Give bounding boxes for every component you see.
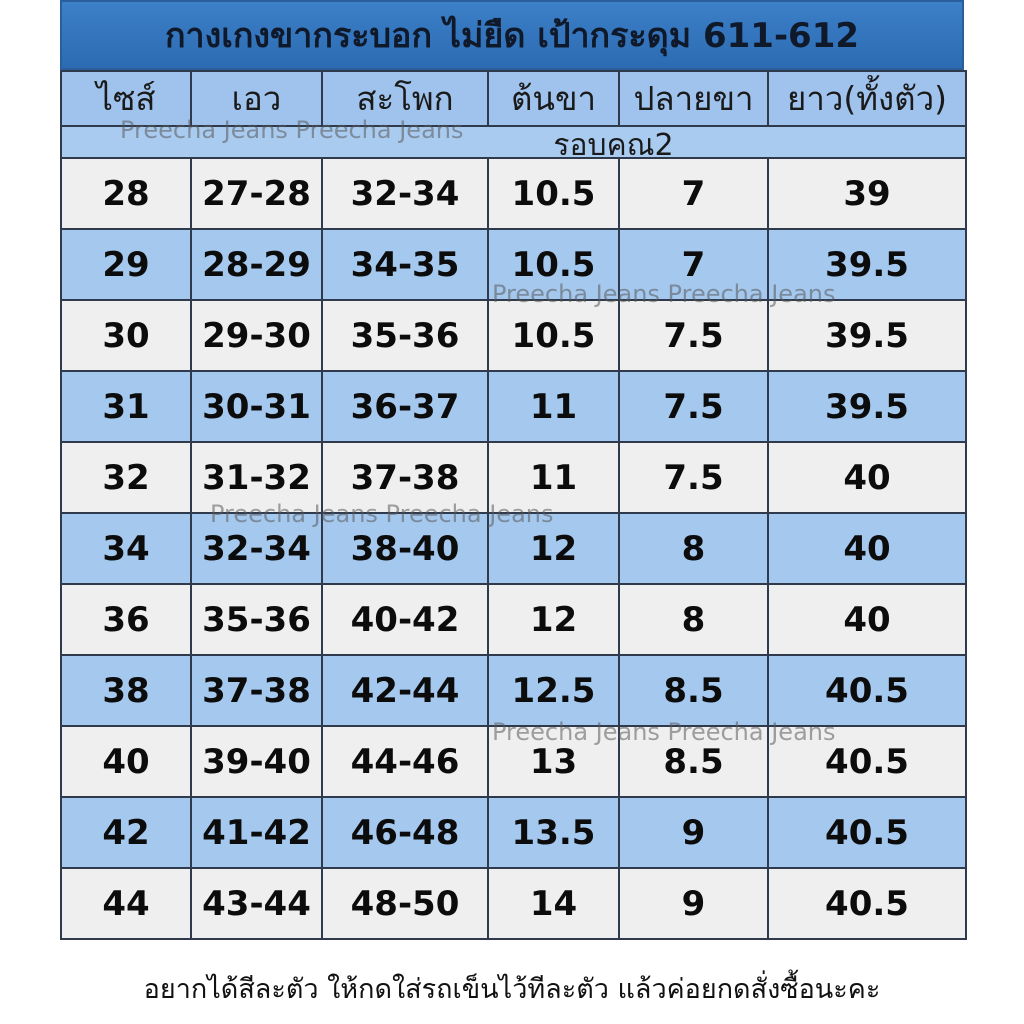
cell-size: 44 <box>61 868 191 939</box>
column-header-length: ยาว(ทั้งตัว) <box>768 71 966 126</box>
cell-length: 40.5 <box>768 797 966 868</box>
cell-waist: 30-31 <box>191 371 322 442</box>
cell-length: 39.5 <box>768 229 966 300</box>
column-header-size: ไซส์ <box>61 71 191 126</box>
column-header-waist: เอว <box>191 71 322 126</box>
watermark-text: Preecha Jeans Preecha Jeans <box>492 718 836 746</box>
cell-leg-opening: 7 <box>619 229 768 300</box>
cell-size: 42 <box>61 797 191 868</box>
cell-hip: 44-46 <box>322 726 488 797</box>
cell-hip: 38-40 <box>322 513 488 584</box>
cell-leg-opening: 7.5 <box>619 371 768 442</box>
cell-hip: 42-44 <box>322 655 488 726</box>
watermark-text: Preecha Jeans Preecha Jeans <box>210 500 554 528</box>
cell-size: 34 <box>61 513 191 584</box>
cell-hip: 32-34 <box>322 158 488 229</box>
chart-title: กางเกงขากระบอก ไม่ยืด เป้ากระดุม 611-612 <box>60 0 964 70</box>
cell-waist: 43-44 <box>191 868 322 939</box>
cell-size: 29 <box>61 229 191 300</box>
cell-waist: 39-40 <box>191 726 322 797</box>
column-header-leg-opening: ปลายขา <box>619 71 768 126</box>
cell-waist: 37-38 <box>191 655 322 726</box>
cell-thigh: 11 <box>488 371 619 442</box>
cell-thigh: 10.5 <box>488 300 619 371</box>
cell-thigh: 13 <box>488 726 619 797</box>
cell-length: 39.5 <box>768 300 966 371</box>
cell-length: 40.5 <box>768 655 966 726</box>
table-row <box>61 868 966 939</box>
cell-thigh: 10.5 <box>488 229 619 300</box>
cell-hip: 46-48 <box>322 797 488 868</box>
cell-size: 40 <box>61 726 191 797</box>
table-row <box>61 442 966 513</box>
cell-waist: 27-28 <box>191 158 322 229</box>
column-header-hip: สะโพก <box>322 71 488 126</box>
watermark-text: Preecha Jeans Preecha Jeans <box>492 280 836 308</box>
cell-hip: 40-42 <box>322 584 488 655</box>
cell-size: 31 <box>61 371 191 442</box>
cell-leg-opening: 8 <box>619 513 768 584</box>
cell-thigh: 14 <box>488 868 619 939</box>
cell-waist: 35-36 <box>191 584 322 655</box>
cell-hip: 35-36 <box>322 300 488 371</box>
table-row <box>61 300 966 371</box>
cell-hip: 37-38 <box>322 442 488 513</box>
cell-length: 40 <box>768 513 966 584</box>
cell-leg-opening: 8 <box>619 584 768 655</box>
table-row <box>61 655 966 726</box>
cell-waist: 29-30 <box>191 300 322 371</box>
cell-leg-opening: 7.5 <box>619 300 768 371</box>
cell-waist: 41-42 <box>191 797 322 868</box>
subheader-row <box>61 126 966 158</box>
subheader-cell <box>61 126 966 158</box>
table-row <box>61 513 966 584</box>
cell-thigh: 12 <box>488 584 619 655</box>
cell-length: 39.5 <box>768 371 966 442</box>
table-row <box>61 584 966 655</box>
cell-waist: 31-32 <box>191 442 322 513</box>
watermark-text: Preecha Jeans Preecha Jeans <box>120 116 464 144</box>
size-table <box>60 70 967 940</box>
cell-length: 39 <box>768 158 966 229</box>
cell-size: 32 <box>61 442 191 513</box>
subheader-text: รอบคณ2 <box>553 128 674 158</box>
cell-thigh: 10.5 <box>488 158 619 229</box>
cell-leg-opening: 8.5 <box>619 726 768 797</box>
cell-leg-opening: 7.5 <box>619 442 768 513</box>
table-row <box>61 371 966 442</box>
header-row <box>61 71 966 126</box>
table-row <box>61 158 966 229</box>
cell-leg-opening: 9 <box>619 797 768 868</box>
cell-hip: 34-35 <box>322 229 488 300</box>
cell-waist: 28-29 <box>191 229 322 300</box>
cell-size: 38 <box>61 655 191 726</box>
cell-hip: 36-37 <box>322 371 488 442</box>
cell-size: 28 <box>61 158 191 229</box>
cell-waist: 32-34 <box>191 513 322 584</box>
table-row <box>61 726 966 797</box>
cell-thigh: 12 <box>488 513 619 584</box>
table-row <box>61 797 966 868</box>
cell-length: 40.5 <box>768 868 966 939</box>
cell-size: 36 <box>61 584 191 655</box>
cell-length: 40 <box>768 584 966 655</box>
cell-thigh: 13.5 <box>488 797 619 868</box>
column-header-thigh: ต้นขา <box>488 71 619 126</box>
cell-thigh: 11 <box>488 442 619 513</box>
cell-hip: 48-50 <box>322 868 488 939</box>
cell-leg-opening: 8.5 <box>619 655 768 726</box>
cell-leg-opening: 9 <box>619 868 768 939</box>
cell-thigh: 12.5 <box>488 655 619 726</box>
cell-length: 40.5 <box>768 726 966 797</box>
table-body <box>61 158 966 939</box>
cell-length: 40 <box>768 442 966 513</box>
footer-note: อยากได้สีละตัว ให้กดใส่รถเข็นไว้ทีละตัว แล้วค่อยกดสั่งซื้อนะคะ <box>143 973 881 1005</box>
cell-size: 30 <box>61 300 191 371</box>
table-row <box>61 229 966 300</box>
cell-leg-opening: 7 <box>619 158 768 229</box>
